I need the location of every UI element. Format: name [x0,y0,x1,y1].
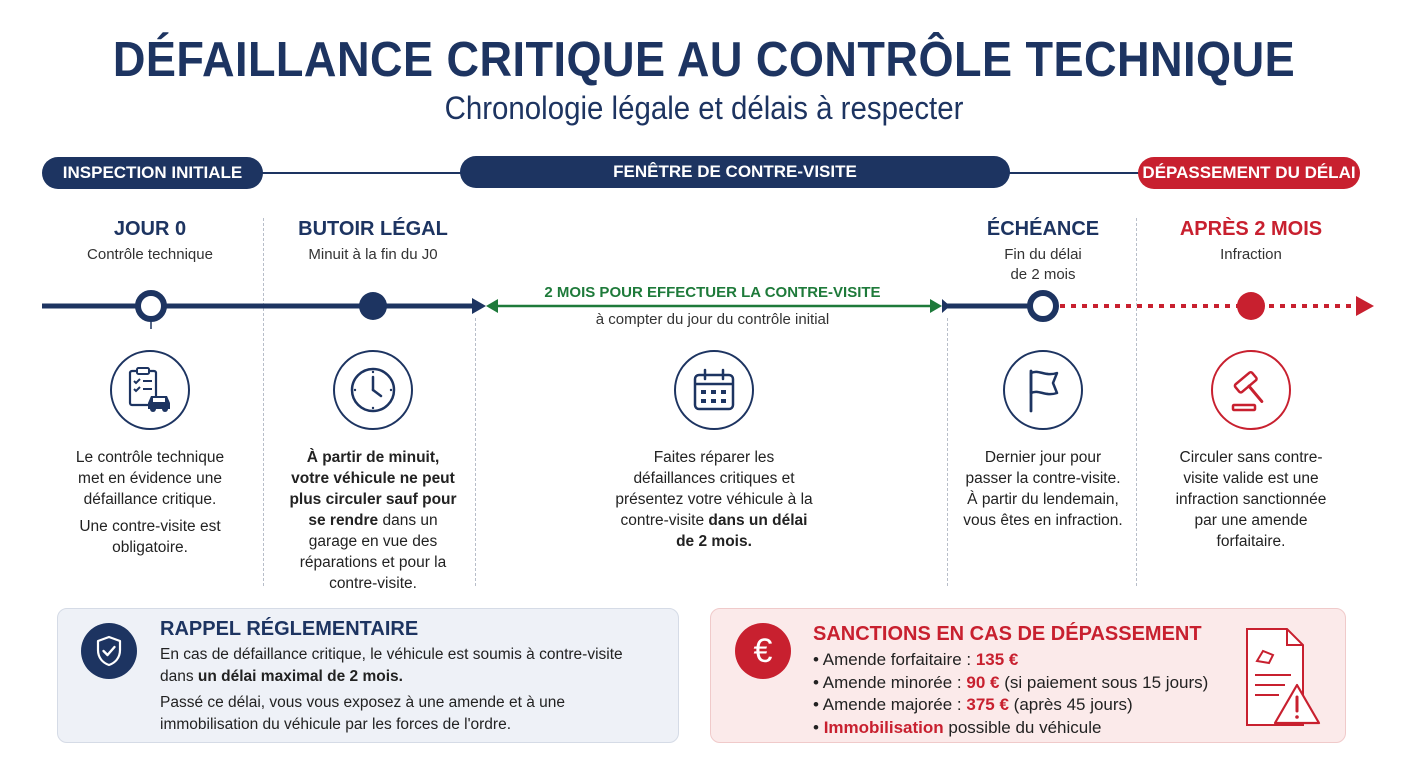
column-divider [263,218,264,586]
reminder-line2-b: par les forces de l'ordre. [345,716,512,733]
marker-deadline [359,292,387,320]
reminder-line1-a: En cas de défaillance critique, le véhicule est soumis à contre-visite dans [160,646,623,685]
desc-deadline-rest: dans un garage en vue des réparations et pour la contre-visite. [299,512,447,592]
col-head-after: APRÈS 2 MOIS [1179,218,1323,240]
sanctions-box [710,608,1346,743]
flag-icon [1021,367,1065,413]
gavel-icon [1227,367,1275,413]
icon-circle-after [1211,350,1291,430]
desc-window-bold: dans un délai de 2 mois. [676,512,808,550]
column-divider [947,318,948,586]
document-warning-icon [1241,625,1325,729]
desc-echeance [963,447,1123,531]
desc-day0 [70,447,230,564]
col-head-day0: JOUR 0 [113,218,187,240]
phase-window-pill: FENÊTRE DE CONTRE-VISITE [460,156,1010,188]
col-sub-after: Infraction [1220,246,1282,263]
sanctions-list [813,649,1233,739]
icon-circle-echeance [1003,350,1083,430]
shield-check-icon [95,635,123,667]
desc-deadline [289,447,457,594]
icon-circle-deadline [333,350,413,430]
col-sub-day0: Contrôle technique [87,246,213,263]
calendar-icon [691,367,737,413]
desc-day0-text1: Le contrôle technique met en évidence une défaillance critique. [75,449,225,508]
desc-day0-text2: Une contre-visite est obligatoire. [79,518,221,556]
desc-after-text: Circuler sans contre-visite valide est une infraction sanctionnée par une amende forfaitaire. [1175,449,1327,550]
reminder-line1-b: un délai maximal de 2 mois. [197,668,403,685]
reminder-text [160,644,652,740]
icon-circle-day0 [110,350,190,430]
sanctions-title: SANCTIONS EN CAS DE DÉPASSEMENT [813,623,1202,645]
phase-initial-pill: INSPECTION INITIALE [42,157,263,189]
page-subtitle: Chronologie légale et délais à respecter [444,90,964,126]
checklist-car-icon [124,367,176,413]
marker-after [1237,292,1265,320]
euro-badge [735,623,791,679]
marker-day0 [138,293,164,319]
marker-echeance [1030,293,1056,319]
icon-circle-window [674,350,754,430]
desc-echeance-text: Dernier jour pour passer la contre-visite. À partir du lendemain, vous êtes en infraction. [963,449,1123,529]
col-sub-deadline: Minuit à la fin du J0 [308,246,438,263]
col-sub-echeance-1: Fin du délai [1004,246,1082,263]
reminder-badge [81,623,137,679]
timeline-red-arrow [1356,296,1374,316]
col-head-echeance: ÉCHÉANCE [986,218,1100,240]
col-sub-echeance-2: de 2 mois [1010,266,1076,283]
col-head-deadline: BUTOIR LÉGAL [298,218,448,240]
window-sub: à compter du jour du contrôle initial [595,311,830,328]
reminder-box [57,608,679,743]
reminder-line2 [160,692,652,736]
reminder-title: RAPPEL RÉGLEMENTAIRE [160,618,419,640]
reminder-line2-a: Passé ce délai, vous vous exposez à une amende et à une immobilisation du véhicule [160,694,565,733]
desc-after [1163,447,1339,552]
clock-icon [348,365,398,415]
desc-window [612,447,816,552]
window-label: 2 MOIS POUR EFFECTUER LA CONTRE-VISITE [544,284,881,301]
euro-icon: € [753,632,773,670]
desc-window-text: Faites réparer les défaillances critiques et présentez votre véhicule à la contre-visite [615,449,813,529]
page-title: DÉFAILLANCE CRITIQUE AU CONTRÔLE TECHNIQUE [112,33,1296,87]
sanction-item: • Amende minorée : 90 € (si paiement sous 15 jours) [813,672,1209,692]
sanction-item: • Amende majorée : 375 € (après 45 jours) [813,695,1133,714]
desc-deadline-bold: À partir de minuit, votre véhicule ne peut plus circuler sauf pour se rendre [289,449,457,529]
phase-overdue-pill: DÉPASSEMENT DU DÉLAI [1138,157,1360,189]
sanction-item: • Immobilisation possible du véhicule [813,717,1102,737]
column-divider [475,318,476,586]
reminder-line1 [160,644,652,688]
sanction-item: • Amende forfaitaire : 135 € [813,650,1019,669]
